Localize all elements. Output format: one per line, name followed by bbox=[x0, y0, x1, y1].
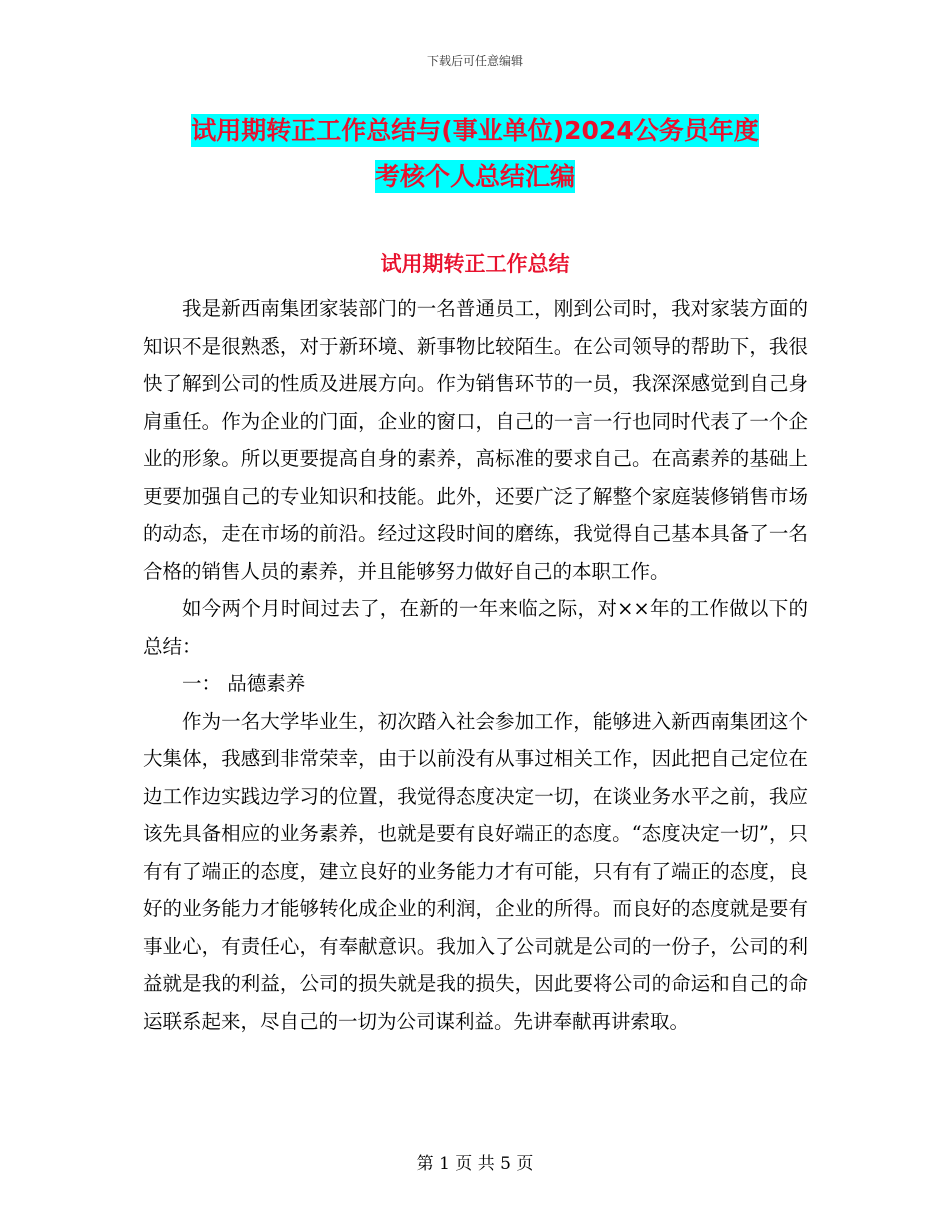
page-number: 第 1 页 共 5 页 bbox=[416, 1154, 534, 1174]
section-title: 试用期转正工作总结 bbox=[380, 252, 570, 276]
paragraph-intro: 我是新西南集团家装部门的一名普通员工，刚到公司时，我对家装方面的知识不是很熟悉，对于新环境、新事物比较陌生。在公司领导的帮助下，我很快了解到公司的性质及进展方向。作为销售环节的一员，我深深感觉到自己身肩重任。作为企业的门面，企业的窗口，自己的一言一行也同时代表了一个企业的形象。所以更要提高自身的素养，高标准的要求自己。在高素养的基础上更要加强自己的专业知识和技能。此外，还要广泛了解整个家庭装修销售市场的动态，走在市场的前沿。经过这段时间的磨练，我觉得自己基本具备了一名合格的销售人员的素养，并且能够努力做好自己的本职工作。 bbox=[143, 297, 808, 583]
subheading-character: 一： 品德素养 bbox=[182, 672, 306, 695]
header-note: 下载后可任意编辑 bbox=[426, 54, 523, 68]
document-title-line-2: 考核个人总结汇编 bbox=[374, 162, 575, 191]
document-body bbox=[143, 290, 808, 1040]
paragraph-summary-lead: 如今两个月时间过去了，在新的一年来临之际，对××年的工作做以下的总结： bbox=[143, 597, 808, 658]
paragraph-character: 作为一名大学毕业生，初次踏入社会参加工作，能够进入新西南集团这个大集体，我感到非常荣幸，由于以前没有从事过相关工作，因此把自己定位在边工作边实践边学习的位置，我觉得态度决定一切，在谈业务水平之前，我应该先具备相应的业务素养，也就是要有良好端正的态度。“态度决定一切”，只有有了端正的态度，建立良好的业务能力才有可能，只有有了端正的态度，良好的业务能力才能够转化成企业的利润，企业的所得。而良好的态度就是要有事业心，有责任心，有奉献意识。我加入了公司就是公司的一份子，公司的利益就是我的利益，公司的损失就是我的损失，因此要将公司的命运和自己的命运联系起来，尽自己的一切为公司谋利益。先讲奉献再讲索取。 bbox=[143, 709, 808, 1033]
document-title-line-1: 试用期转正工作总结与(事业单位)2024公务员年度 bbox=[191, 116, 759, 145]
document-title bbox=[145, 108, 805, 200]
